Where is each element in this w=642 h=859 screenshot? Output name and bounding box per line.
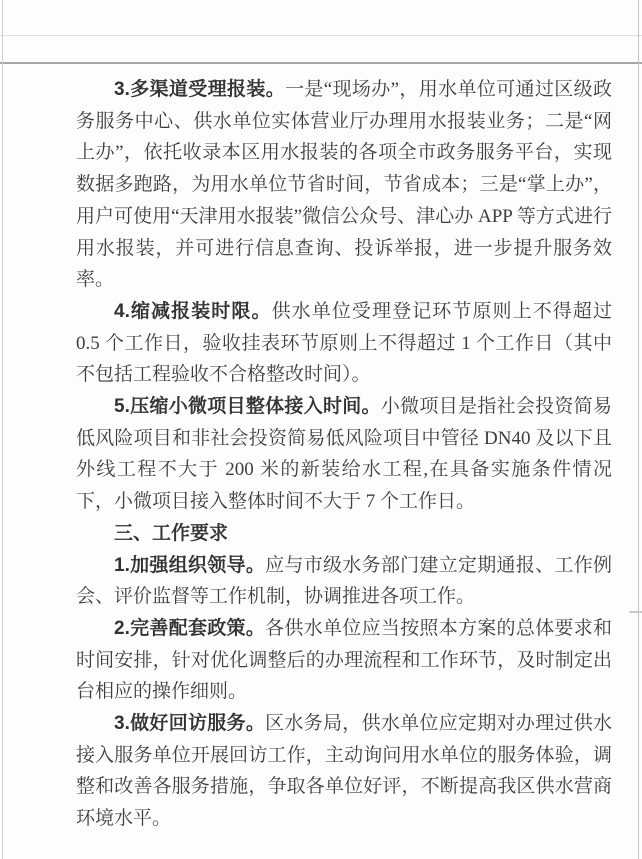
paragraph-heading: 三、工作要求 — [114, 522, 229, 544]
paragraph-body: 供水单位受理登记环节原则上不得超过 0.5 个工作日，验收挂表环节原则上不得超过 1 个工作日（其中不包括工程验收不合格整改时间）。 — [76, 300, 612, 386]
paragraph-body: 小微项目是指社会投资简易低风险项目和非社会投资简易低风险项目中管径 DN40 及以下且外线工程不大于 200 米的新装给水工程,在具备实施条件情况下，小微项目接入整体时间不大于 7 个工作日。 — [76, 396, 612, 513]
paragraph-body: 一是“现场办”，用水单位可通过区级政务服务中心、供水单位实体营业厅办理用水报装业务；二是“网上办”，依托收录本区用水报装的各项全市政务服务平台，实现数据多跑路，为用水单位节省时间，节省成本；三是“掌上办”，用户可使用“天津用水报装”微信公众号、津心办 APP 等方式进行用水报装，并可进行信息查询、投诉举报，进一步提升服务效率。 — [76, 79, 612, 291]
paragraph-heading: 2.完善配套政策。 — [114, 617, 266, 639]
paragraph-heading: 1.加强组织领导。 — [114, 554, 266, 576]
paragraph-heading: 5.压缩小微项目整体接入时间。 — [114, 396, 381, 418]
paragraph-heading: 3.做好回访服务。 — [114, 713, 266, 735]
paragraph-heading: 3.多渠道受理报装。 — [114, 79, 286, 100]
document-body — [76, 74, 612, 835]
right-border-line — [638, 0, 639, 859]
paragraph-heading: 4.缩减报装时限。 — [114, 300, 272, 322]
left-border-line — [2, 0, 3, 859]
section-heading — [76, 518, 612, 550]
document-paragraph — [76, 391, 612, 518]
paragraph-body: 区水务局，供水单位应定期对办理过供水接入服务单位开展回访工作，主动询问用水单位的服务体验，调整和改善各服务措施，争取各单位好评，不断提高我区供水营商环境水平。 — [76, 713, 612, 830]
paragraph-body: 应与市级水务部门建立定期通报、工作例会、评价监督等工作机制，协调推进各项工作。 — [76, 554, 612, 608]
document-paragraph — [76, 74, 612, 296]
document-paragraph — [76, 613, 612, 708]
page-top-edge-line — [0, 62, 642, 64]
document-paragraph — [76, 708, 612, 835]
document-paragraph — [76, 550, 612, 613]
previous-page-edge-line — [0, 35, 642, 36]
scan-artifact-tick — [629, 611, 642, 613]
document-paragraph — [76, 296, 612, 391]
paragraph-body: 各供水单位应当按照本方案的总体要求和时间安排，针对优化调整后的办理流程和工作环节，及时制定出台相应的操作细则。 — [76, 617, 612, 703]
